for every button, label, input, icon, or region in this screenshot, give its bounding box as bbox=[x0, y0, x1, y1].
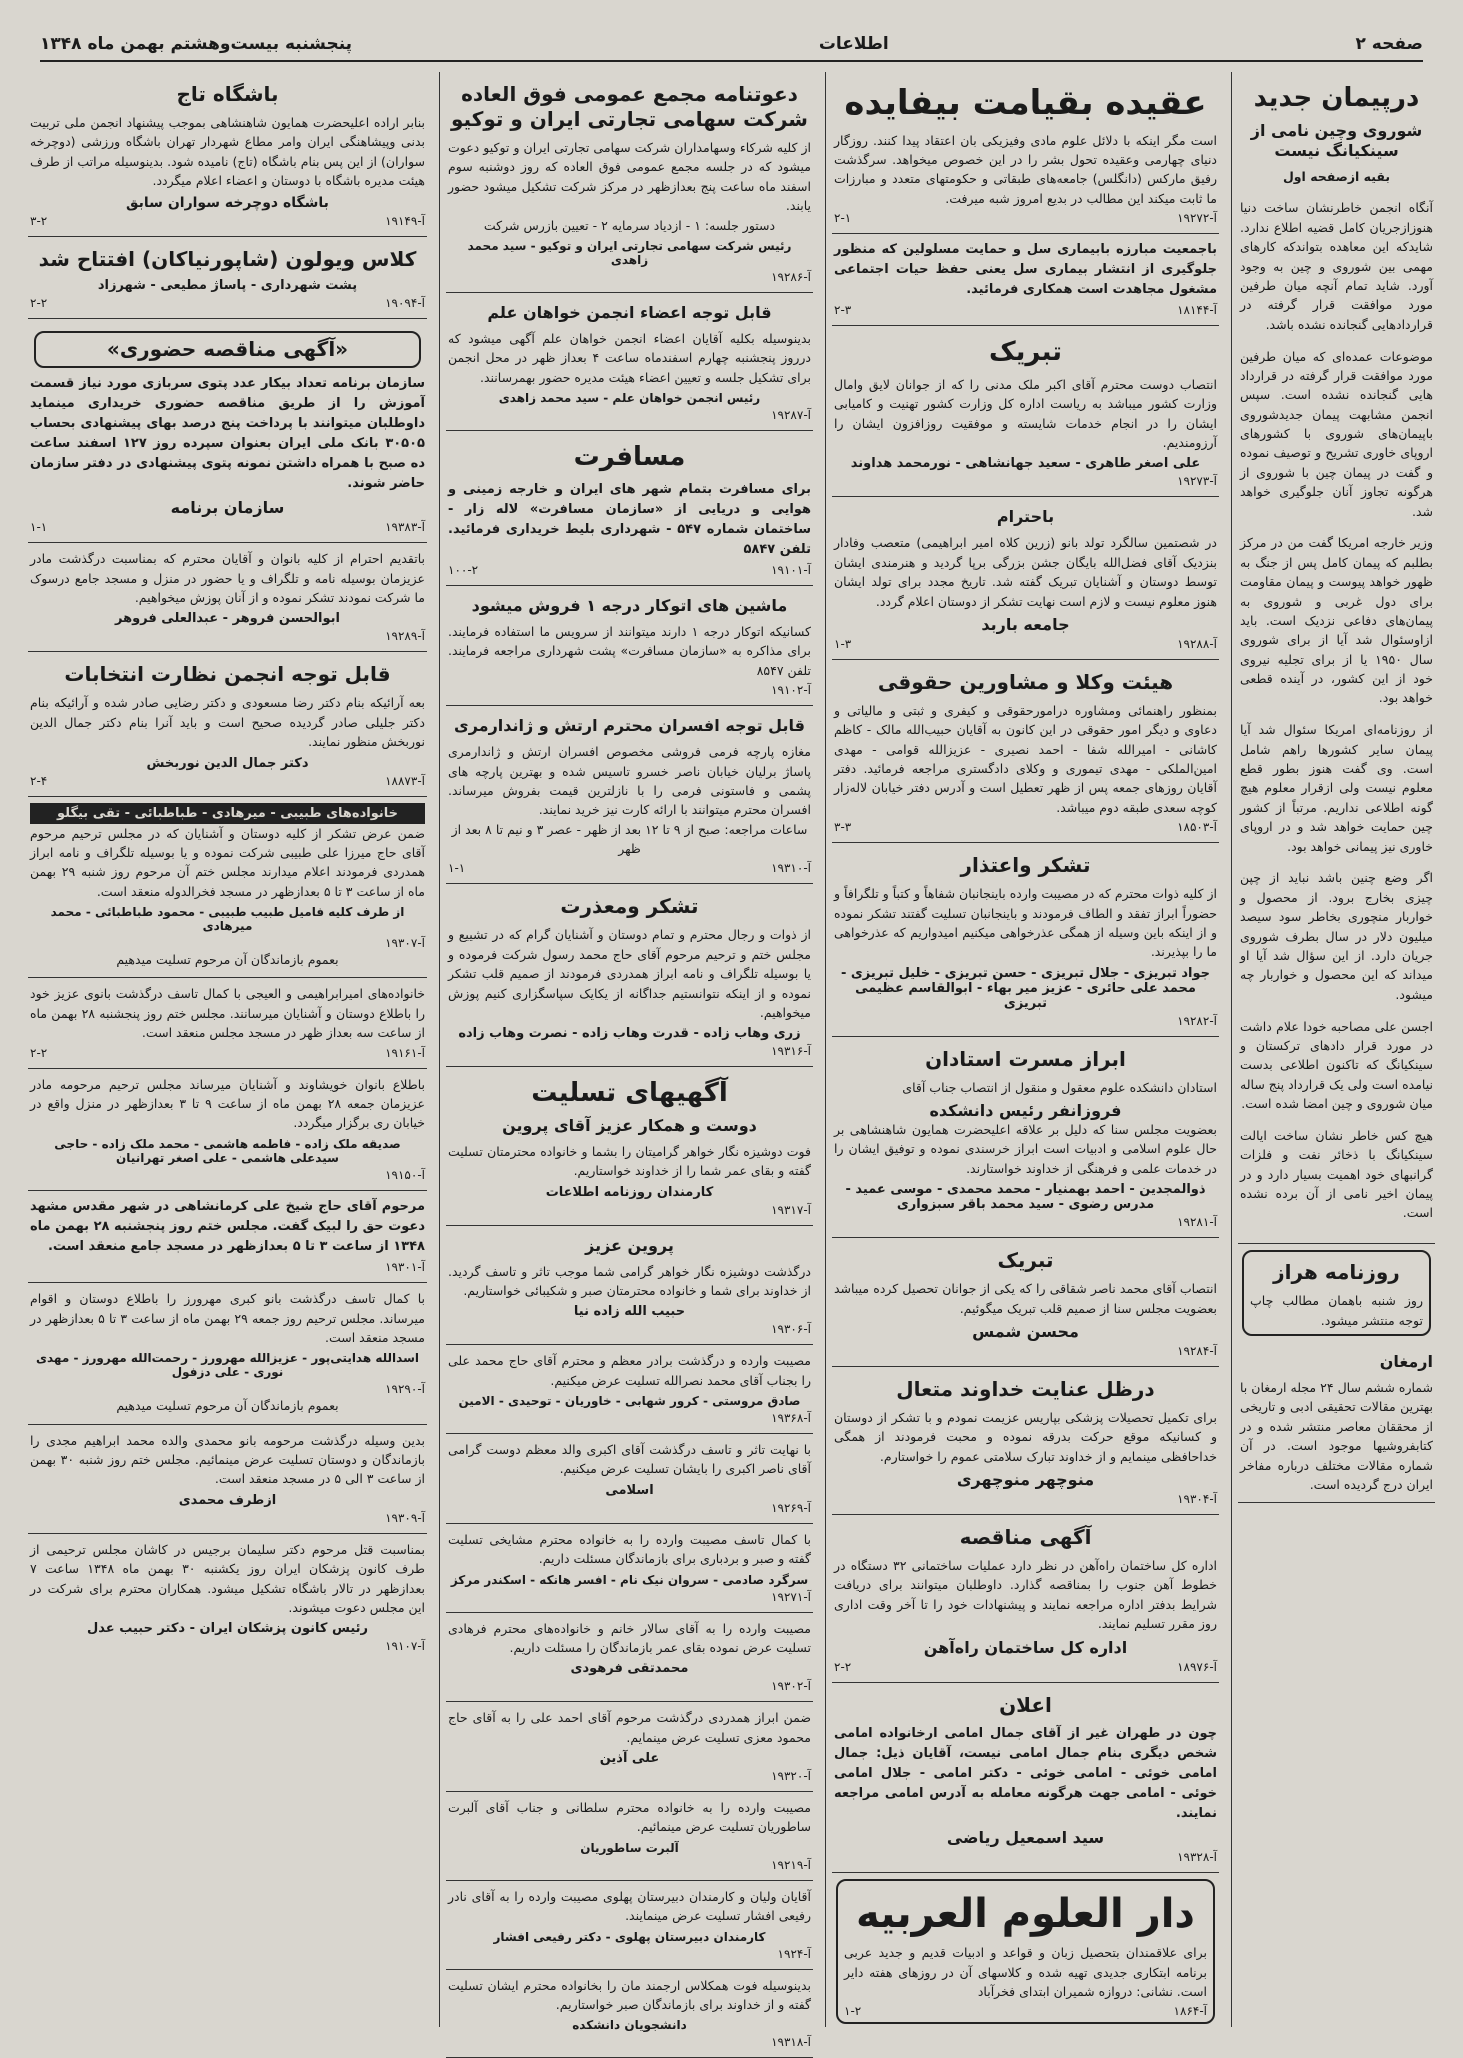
ad-body: بدینوسیله فوت همکلاس ارجمند مان را بخانواده محترم ایشان تسلیت گفته و از خداوند برای بازماندگان صبر خواستاریم. bbox=[448, 1977, 811, 2012]
ad-code: آ-۱۹۲۷۲ bbox=[1177, 211, 1217, 225]
ad-science-society bbox=[446, 293, 813, 431]
ad-code: آ-۱۹۲۱۹ bbox=[771, 1857, 811, 1872]
ad-code: آ-۱۹۲۸۱ bbox=[1177, 1215, 1217, 1230]
article-subtitle: شوروی وچین نامی از سینکیانگ نیست bbox=[1250, 120, 1423, 160]
ad-body: درگذشت دوشیزه نگار خواهر گرامی شما موجب تاثر و تاسف گردید. از خداوند برای شما و خانواده محترمتان صبر و شکیبائی خواستاریم. bbox=[448, 1263, 811, 1298]
ad-signature: دکتر جمال الدین نوربخش bbox=[146, 755, 309, 771]
ad-officers bbox=[446, 706, 813, 884]
ad-title: دعوتنامه مجمع عمومی فوق العاده شرکت سهامی تجارتی ایران و توکیو bbox=[451, 82, 808, 131]
ad-signature: ازطرف محمدی bbox=[178, 1492, 277, 1508]
ad-announcement bbox=[832, 1683, 1219, 1874]
ad-title: باحترام bbox=[996, 507, 1055, 527]
ad-buses bbox=[446, 586, 813, 706]
ad-code-row bbox=[448, 1044, 811, 1058]
ad-run: ۱-۱ bbox=[30, 520, 48, 535]
ad-memorial-tabibi bbox=[28, 797, 427, 979]
condolence-ad bbox=[446, 1226, 813, 1346]
ad-code-row bbox=[834, 1660, 1217, 1674]
condolence-ad bbox=[446, 1434, 813, 1524]
ad-body: سازمان برنامه تعداد بیکار عدد پتوی سربازی مورد نیاز قسمت آموزش را از طریق مناقصه حضوری خریداری مینماید داوطلبان میتوانند با پرداخت پنج درصد بهای پیشنهادی بحساب ۳۰۵۰۵ بانک ملی ایران بعنوان سپرده روز ۱۲۷ اسفند ساعت ده صبح با همراه داشتن نمونه پتوی پیشنهادی در دفتر سازمان حاضر شوند. bbox=[30, 375, 425, 492]
ad-body: باجمعیت مبارزه بابیماری سل و حمایت مسلولین که منظور جلوگیری از انتشار بیماری سل یعنی حفظ حیات اجتماعی مشغول مجاهدت است همکاری فرمائید. bbox=[834, 242, 1217, 298]
ad-code-row bbox=[448, 1411, 811, 1425]
ad-signature: کارمندان روزنامه اطلاعات bbox=[545, 1184, 714, 1200]
ad-signature: اسلامی bbox=[605, 1482, 654, 1498]
ad-signature: رئیس انجمن خواهان علم - سید محمد زاهدی bbox=[498, 391, 761, 405]
ad-code-row bbox=[30, 214, 425, 228]
ad-code-row bbox=[834, 637, 1217, 651]
ad-thanks-apology bbox=[832, 843, 1219, 1037]
ad-title: درظل عنایت خداوند متعال bbox=[896, 1376, 1155, 1401]
ad-violin-class bbox=[28, 237, 427, 319]
ad-code: آ-۱۹۳۱۰ bbox=[771, 861, 811, 876]
ad-signature: منوچهر منوچهری bbox=[956, 1470, 1095, 1490]
ad-body: بنابر اراده اعلیحضرت همایون شاهنشاهی بموجب پیشنهاد انجمن ملی تربیت بدنی وپیشاهنگی ایران وامر مطاع شهردار تهران باشگاه ورزشی (دوچرخه سواران) از این پس بنام باشگاه (تاج) نامیده شود. بدینوسیله مراتب از طرف هیئت مدیره باشگاه با دوستان و اعضاء اعلام میگردد. bbox=[30, 115, 425, 189]
ad-code: آ-۱۹۳۶۸ bbox=[771, 1411, 811, 1426]
ad-body: بدینوسیله بکلیه آقایان اعضاء انجمن خواهان علم آگهی میشود که درروز پنجشنبه چهارم اسفندماه ساعت ۴ بعداز ظهر در محل انجمن برای تشکیل جلسه و تعیین اعضاء هیئت مدیره حضور بهمرسانند. bbox=[448, 330, 812, 385]
ad-body: مصیبت وارده را به خانواده محترم سلطانی و جناب آقای آلبرت ساطوریان تسلیت عرض مینمائیم. bbox=[448, 1800, 811, 1835]
ad-code-row bbox=[834, 1492, 1217, 1506]
ad-body: از ذوات و رجال محترم و تمام دوستان و آشنایان گرام که در تشییع و مجلس ختم و ترحیم مرحوم آقای حاج محمد رسول شرکت فرموده و یا بوسیله تلگراف و نامه ابراز همدردی فرمودند از صمیم قلب تشکر نموده و از اینکه نتوانستیم جداگانه از یکایک سپاسگزاری کنیم پوزش میخواهیم. bbox=[448, 927, 811, 1020]
ad-taj-club bbox=[28, 72, 427, 237]
page-number: صفحه ۲ bbox=[1355, 34, 1423, 54]
ad-run: ۲-۲ bbox=[30, 295, 48, 310]
ad-code-row bbox=[448, 1858, 811, 1872]
ad-title: دار العلوم العربیه bbox=[856, 1891, 1195, 1938]
ad-code: آ-۱۸۹۷۶ bbox=[1177, 1659, 1217, 1674]
condolence-ad bbox=[446, 1970, 813, 2058]
ad-code-row bbox=[448, 563, 811, 577]
ad-code: آ-۱۸۱۴۴ bbox=[1177, 303, 1217, 318]
ad-signature: باشگاه دوچرخه سواران سابق bbox=[126, 194, 329, 211]
ad-lawyers bbox=[832, 660, 1219, 843]
ad-body: مغازه پارچه فرمی فروشی مخصوص افسران ارتش و ژاندارمری پاساژ برلیان خیابان ناصر خسرو تاسیس شده و بهترین پارچه های پشمی و فاستونی فرمی را با نازلترین قیمت بفروش میرساند. افسران محترم میتوانند با ارائه کارت نیز خرید نمایند. bbox=[448, 744, 811, 818]
ad-body: ضمن عرض تشکر از کلیه دوستان و آشنایان که در مجلس ترحیم مرحوم آقای حاج میرزا علی طبیبی شرکت نموده و یا بوسیله تلگراف و نامه ابراز همدردی فرمودند اعلام میدارند مجلس ختم آن مرحوم روز شنبه ۲۹ بهمن ماه از ساعت ۳ تا ۵ بعدازظهر در مسجد فخرالدوله منعقد است. bbox=[30, 825, 425, 899]
column-3 bbox=[439, 72, 819, 2050]
ad-signature: حبیب الله زاده نیا bbox=[573, 1304, 686, 1320]
ad-run: ۲-۲ bbox=[30, 1045, 48, 1060]
article-body: است مگر اینکه با دلائل علوم مادی وفیزیکی بان اعتقاد پیدا کنند. روزگار دنیای چهارمی وعقیده تحول بشر را در این خصوص میخواهد. سرگذشت رفیق مارکس (دانگلس) جامعه‌های طبقاتی و حکومتهای متعدد و مبارزات ما ثابت میکند این مطالب در بدیع امروز شبه میرفت. bbox=[834, 132, 1217, 206]
ad-title: روزنامه هراز bbox=[1273, 1260, 1400, 1285]
ad-title: ارمغان bbox=[1379, 1352, 1433, 1371]
ad-body: بعضویت مجلس سنا که دلیل بر علاقه اعلیحضرت همایون شاهنشاهی بر حال علوم اسلامی و ادبیات است ابراز خرسندی نموده و توفیق ایشان را در خدمات علمی و فرهنگی از خداوند خواستارند. bbox=[834, 1122, 1217, 1176]
ad-body: انتصاب دوست محترم آقای اکبر ملک مدنی را که از جوانان لایق وامال وزارت کشور میباشد به ریاست اداره کل وزارت کشور تهنیت و کامیابی ایشان را در انجام خدمات شایسته و موفقیت روزافزون ایشان را آرزومندیم. bbox=[834, 376, 1217, 451]
ad-run: ۲-۱ bbox=[834, 211, 852, 225]
ad-memorial-kermanshahi bbox=[28, 1191, 427, 1283]
ad-congrats-2 bbox=[832, 1238, 1219, 1367]
ad-code: آ-۱۹۳۲۸ bbox=[1177, 1850, 1217, 1865]
ad-code: آ-۱۹۱۰۱ bbox=[771, 563, 811, 578]
ad-code: آ-۱۹۲۷۱ bbox=[771, 1589, 811, 1604]
ad-run: ۱-۲ bbox=[844, 2004, 862, 2019]
ad-head: دوست و همکار عزیز آقای پروین bbox=[502, 1115, 757, 1135]
ad-code: آ-۱۹۳۸۳ bbox=[385, 520, 425, 535]
ad-code-row bbox=[30, 520, 425, 534]
ad-signature: سازمان برنامه bbox=[170, 498, 285, 518]
ad-code: آ-۱۹۱۶۱ bbox=[385, 1045, 425, 1060]
ad-title: ابراز مسرت استادان bbox=[925, 1046, 1126, 1071]
ad-code: آ-۱۹۳۰۷ bbox=[385, 936, 425, 951]
ad-highlight: فروزانفر رئیس دانشکده bbox=[929, 1101, 1122, 1121]
ad-signature: صدیقه ملک زاده - فاطمه هاشمی - محمد ملک زاده - حاجی سیدعلی هاشمی - علی اصغر تهرانیان bbox=[54, 1136, 401, 1165]
ad-hours: ساعات مراجعه: صبح از ۹ تا ۱۲ بعد از ظهر - عصر ۳ و نیم تا ۸ بعد از ظهر bbox=[451, 821, 808, 857]
condolence-ad bbox=[446, 1524, 813, 1613]
ad-title: «آگهی مناقصه حضوری» bbox=[34, 331, 421, 368]
ad-body: با کمال تاسف مصیبت وارده را به خانواده محترم مشایخی تسلیت گفته و صبر و بردباری برای بازماندگان مسئلت داریم. bbox=[448, 1531, 811, 1567]
ad-body: پشت شهرداری - پاساژ مطیعی - شهرزاد bbox=[97, 277, 358, 293]
ad-code-row bbox=[448, 1590, 811, 1604]
ad-signature: کارمندان دبیرستان پهلوی - دکتر رفیعی افشار bbox=[493, 1929, 766, 1944]
ad-code-row bbox=[834, 211, 1217, 225]
ad-code: آ-۱۹۲۸۷ bbox=[771, 408, 811, 422]
ad-title: هیئت وکلا و مشاورین حقوقی bbox=[877, 669, 1174, 694]
ad-congrats-1 bbox=[832, 326, 1219, 497]
ad-body: برای تکمیل تحصیلات پزشکی بپاریس عزیمت نمودم و با تشکر از دوستان و کسانیکه موقع حرکت بدرقه نموده و محبت فرمودند از همگی خداحافظی مینمایم و از خداوند تبارک سلامتی عموم را خواستارم. bbox=[834, 1409, 1217, 1464]
ad-body: خانواده‌های امیرابراهیمی و العیجی با کمال تاسف درگذشت بانوی عزیز خود را باطلاع دوستان و آشنایان میرسانند. مجلس ختم روز پنجشنبه ۲۸ بهمن ماه از ساعت سه بعداز ظهر در مسجد مجلس منعقد است. bbox=[30, 986, 426, 1041]
ad-signature: ذوالمجدین - احمد بهمنیار - محمد محمدی - موسی عمید - مدرس رضوی - سید محمد باقر سبزواری bbox=[845, 1182, 1206, 1213]
ad-title: تبریک bbox=[989, 337, 1062, 368]
ad-code: آ-۱۹۲۸۹ bbox=[385, 629, 425, 644]
ad-code-row bbox=[834, 303, 1217, 317]
condolence-section bbox=[446, 1067, 813, 1225]
ad-signature: علی آذین bbox=[599, 1751, 660, 1767]
ad-body: برای مسافرت بتمام شهر های ایران و خارجه زمینی و هوایی و دریایی از «سازمان مسافرت» لاله زار - ساختمان شماره ۵۴۷ - شهرداری بلیط خریداری فرمائید. تلفن ۵۸۴۷ bbox=[448, 481, 812, 557]
ad-signature: آلبرت ساطوریان bbox=[580, 1840, 679, 1855]
ad-title: باشگاه تاج bbox=[176, 82, 279, 106]
ad-tender-railway bbox=[832, 1515, 1219, 1683]
ad-title: آگهی مناقصه bbox=[959, 1525, 1092, 1550]
ad-code-row bbox=[448, 1769, 811, 1783]
condolence-ad bbox=[446, 1613, 813, 1703]
ad-code: آ-۱۹۳۰۹ bbox=[385, 1510, 425, 1525]
ad-code-row bbox=[30, 936, 425, 950]
ad-body: اداره کل ساختمان راه‌آهن در نظر دارد عملیات ساختمانی ۳۲ دستگاه در خطوط آهن جنوب را بمناقصه گذارد. داوطلبان میتوانند برای دریافت شرایط بدفتر اداره مراجعه نمایند و پیشنهادات خود را تا آخر وقت اداری روز مقرر تسلیم نمایند. bbox=[834, 1558, 1218, 1632]
ad-code-row bbox=[448, 270, 811, 284]
ad-run: ۲-۴ bbox=[30, 773, 48, 788]
ad-memorial-mohammadi bbox=[28, 1425, 427, 1534]
article-paragraph: آنگاه انجمن خاطرنشان ساخت دنیا هنوزازجریان کامل قضیه اطلاع ندارد. شایدکه این معاهده بتواندکه کارهای مهمی بین شوروی و چین به وجود آورد. شاید تمام آنچه میان طرفین مورد موافقت قرار گرفته در قراردادهایی گنجانده نشده باشد. bbox=[1240, 200, 1433, 332]
ad-code-row bbox=[448, 1947, 811, 1961]
ad-run: ۲-۲ bbox=[834, 1659, 852, 1674]
ad-body: مرحوم آقای حاج شیخ علی کرمانشاهی در شهر مقدس مشهد دعوت حق را لبیک گفت. مجلس ختم روز پنجشنبه ۲۸ بهمن ماه ۱۳۴۸ از ساعت ۳ تا ۵ بعدازظهر در مسجد جامع منعقد است. bbox=[30, 1198, 425, 1254]
ad-note: بعموم بازماندگان آن مرحوم تسلیت میدهیم bbox=[116, 952, 339, 968]
ad-body: کسانیکه اتوکار درجه ۱ دارند میتوانند از سرویس ما استفاده فرمایند. برای مذاکره به «سازمان مسافرت» پشت شهرداری مراجعه فرمایند. تلفن ۸۵۴۷ bbox=[448, 624, 811, 678]
condolence-ad bbox=[446, 1702, 813, 1792]
ad-memorial-amirebrahimi bbox=[28, 978, 427, 1068]
ad-code-row bbox=[30, 296, 425, 310]
ad-body: مصیبت وارده را به آقای سالار خانم و خانواده‌های محترم فرهادی تسلیت عرض نموده بقای عمر بازماندگان را مسئلت داریم. bbox=[448, 1620, 811, 1655]
article-paragraph: موضوعات عمده‌ای که میان طرفین مورد موافقت قرار گرفته در قرارداد هایی گنجانده نشده است. سپس انجمن مشابهت پیمان جدیدشوروی باپیمان‌های شوروی با کشورهای اروپای خاوری تشریح و توصیف نموده و گفت در پیمان چین با شوروی از هرگونه تجاوز آنان جلوگیری خواهد شد. bbox=[1240, 348, 1433, 519]
ad-body: بدین وسیله درگذشت مرحومه بانو محمدی والده محمد ابراهیم مجدی را بازماندگان و دوستان تسلیت عرض مینمائیم. مجلس ختم روز شنبه ۳۰ بهمن از ساعت ۳ الی ۵ در مسجد منعقد است. bbox=[30, 1432, 425, 1487]
ad-agenda: دستور جلسه: ۱ - ازدیاد سرمایه ۲ - تعیین بازرس شرکت bbox=[483, 217, 776, 233]
article-paragraph: اگر وضع چنین باشد نباید از چپن چیزی بخارج برود. از محصول و خواربار منچوری بخاطر سود سیصد میلیون دلار در سال بطرف شوروی جریان دارد. از این سؤال شد آیا او میداند که این محصول و خواربار چه میشود. bbox=[1240, 870, 1433, 1002]
ad-title: قابل توجه انجمن نظارت انتخابات bbox=[64, 662, 391, 687]
ad-head: پروین عزیز bbox=[585, 1235, 674, 1255]
ad-thanks-vahab bbox=[446, 884, 813, 1067]
ad-code: آ-۱۹۱۰۲ bbox=[771, 683, 811, 698]
ad-code: آ-۱۸۵۰۳ bbox=[1177, 820, 1217, 835]
page-header bbox=[40, 28, 1423, 62]
ad-code-row bbox=[448, 683, 811, 697]
ad-code-row bbox=[844, 2004, 1207, 2018]
ad-code-row bbox=[30, 1168, 425, 1182]
ad-code: آ-۱۹۱۴۹ bbox=[385, 213, 425, 228]
ad-run: ۲-۳ bbox=[834, 303, 852, 318]
column-2 bbox=[825, 72, 1225, 2027]
ad-title: مسافرت bbox=[573, 442, 686, 472]
ad-code: آ-۱۹۳۱۷ bbox=[771, 1202, 811, 1217]
black-banner: خانواده‌های طبیبی - میرهادی - طباطبائی - تقی بیگلو bbox=[30, 803, 425, 824]
ad-body: استادان دانشکده علوم معقول و منقول از انتصاب جناب آقای bbox=[902, 1079, 1217, 1095]
article-resurrection bbox=[832, 72, 1219, 234]
ad-code-row bbox=[30, 1260, 425, 1274]
ad-memorial-malekzadeh bbox=[28, 1069, 427, 1191]
ad-code-row bbox=[834, 1344, 1217, 1358]
ad-armaghan bbox=[1238, 1342, 1435, 1503]
ad-code-row bbox=[834, 820, 1217, 834]
condolence-ad bbox=[446, 1345, 813, 1434]
ad-body: با نهایت تاثر و تاسف درگذشت آقای اکبری والد معظم دوست گرامی آقای ناصر اکبری را بایشان تسلیت عرض میکنیم. bbox=[448, 1442, 811, 1477]
ad-body: بمنظور راهنمائی ومشاوره درامورحقوقی و کیفری و ثبتی و مالیاتی و دعاوی و دیگر امور حقوقی در این کانون به آقایان حبیب‌الله مالک - کاظم کاشانی - امیرالله شفا - احمد نصیری - عزیزالله قوامی - مهدی امین‌الملکی - مهدی تیموری و وکلای دادگستری مراجعه فرمائید. دفتر آقایان روزهای جمعه پس از ظهر تعطیل است و آدرس دفتر خیابان لاله‌زار کوچه سعدی طبقه دوم میباشد. bbox=[834, 702, 1217, 815]
ad-title: تشکر واعتذار bbox=[960, 853, 1091, 878]
ad-code: آ-۱۹۲۸۴ bbox=[1177, 1343, 1217, 1358]
ad-code: آ-۱۹۳۰۶ bbox=[771, 1322, 811, 1337]
ad-run: ۳-۲ bbox=[30, 213, 48, 228]
condolence-ad bbox=[446, 1881, 813, 1970]
ad-respect bbox=[832, 497, 1219, 660]
ad-code: آ-۱۹۳۰۲ bbox=[771, 1679, 811, 1694]
ad-run: ۱-۳ bbox=[834, 636, 852, 651]
ad-election bbox=[28, 652, 427, 796]
ad-code-row bbox=[448, 1203, 811, 1217]
ad-body: باتقدیم احترام از کلیه بانوان و آقایان محترم که بمناسبت درگذشت مادر عزیزمان بوسیله نامه و تلگراف و یا حضور در منزل و مسجد جامع درسوک ما شرکت نمودند تشکر نموده و از آنان پوزش میخواهیم. bbox=[30, 551, 425, 606]
ad-signature: علی اصغر طاهری - سعید جهانشاهی - نورمحمد هداوند bbox=[850, 456, 1201, 472]
column-1 bbox=[1231, 72, 1441, 2027]
ad-code: آ-۱۸۸۷۳ bbox=[385, 773, 425, 788]
ad-body: در شصتمین سالگرد تولد بانو (زرین کلاه امیر ابراهیمی) متعصب وفادار بنزدیک آقای فضل‌الله بایگان جشن بزرگی برپا گردید و هنرمندی ایشان توسط دوستان و آشنایان تبریک گفته شد. تاریخ مجدد برای تولد ایشان هنوز معلوم نیست و لازم است نهایت تشکر از دوستان اعلام گردد. bbox=[834, 535, 1217, 609]
ad-signature: جواد تبریزی - جلال تبریزی - حسن تبریزی - خلیل تبریزی - محمد علی حائری - عزیز میر بهاء - ابوالقاسم عظیمی تبریزی bbox=[840, 965, 1211, 1011]
ad-body: فوت دوشیزه نگار خواهر گرامیتان را بشما و خانواده محترمتان تسلیت گفته و بقای عمر شما را از خداوند خواستاریم. bbox=[448, 1143, 811, 1179]
ad-run: ۱-۱ bbox=[448, 861, 466, 876]
issue-date: پنجشنبه بیست‌وهشتم بهمن ماه ۱۳۴۸ bbox=[40, 34, 353, 54]
ad-body: انتصاب آقای محمد ناصر شقاقی را که یکی از جوانان تحصیل کرده میباشد بعضویت مجلس سنا از صمیم قلب تبریک میگوئیم. bbox=[834, 1281, 1217, 1316]
ad-newspaper-haraz bbox=[1242, 1250, 1431, 1336]
ad-code: آ-۱۹۲۴ bbox=[777, 1946, 811, 1961]
ad-code: آ-۱۹۲۷۳ bbox=[1177, 474, 1217, 489]
ad-run: ۳-۳ bbox=[834, 820, 852, 835]
ad-code-row bbox=[30, 1382, 425, 1396]
ad-body: روز شنبه باهمان مطالب چاپ توجه منتشر میشود. bbox=[1250, 1293, 1423, 1328]
ad-title: ماشین های اتوکار درجه ۱ فروش میشود bbox=[471, 596, 788, 616]
ad-signature: سرگرد صادمی - سروان نیک نام - افسر هانکه - اسکندر مرکز bbox=[450, 1572, 809, 1587]
article-title: درپیمان جدید bbox=[1253, 83, 1420, 113]
ad-code-row bbox=[834, 1014, 1217, 1028]
ad-code: آ-۱۹۳۰۱ bbox=[385, 1260, 425, 1275]
ad-body: برای علاقمندان بتحصیل زبان و قواعد و ادبیات قدیم و جدید عربی برنامه ابتکاری جدیدی تهیه شده و کلاسهای آن در روزهای هفته دایر است. نشانی: دروازه شمیران ابتدای فخرآباد bbox=[844, 1945, 1207, 1999]
ad-code: آ-۱۹۳۱۶ bbox=[771, 1044, 811, 1059]
ad-signature: از طرف کلیه فامیل طبیب طبیبی - محمود طباطبائی - محمد میرهادی bbox=[50, 905, 405, 934]
ad-farewell bbox=[832, 1367, 1219, 1515]
ad-body: ضمن ابراز همدردی درگذشت مرحوم آقای احمد علی را به آقای حاج محمود معزی تسلیت عرض مینمایم. bbox=[448, 1710, 811, 1745]
ad-title: کلاس ویولون (شاپورنیاکان) افتتاح شد bbox=[38, 246, 417, 271]
ad-signature: زری وهاب زاده - قدرت وهاب زاده - نصرت وهاب زاده bbox=[458, 1026, 801, 1042]
ad-code-row bbox=[30, 774, 425, 788]
ad-code: آ-۱۹۳۱۸ bbox=[771, 2035, 811, 2050]
ad-code: آ-۱۹۲۶۹ bbox=[771, 1500, 811, 1515]
ad-code-row bbox=[30, 1046, 425, 1060]
ad-title: قابل توجه اعضاء انجمن خواهان علم bbox=[487, 302, 772, 322]
continuation-note: بقیه ازصفحه اول bbox=[1282, 168, 1391, 184]
ad-signature: جامعه باربد bbox=[981, 614, 1070, 634]
ad-code: آ-۱۹۲۹۰ bbox=[385, 1382, 425, 1397]
ad-code: آ-۱۹۳۲۰ bbox=[771, 1769, 811, 1784]
ad-code: آ-۱۹۰۹۴ bbox=[385, 295, 425, 310]
ad-signature: رئیس شرکت سهامی تجارتی ایران و توکیو - سید محمد زاهدی bbox=[467, 238, 792, 267]
ad-note: بعموم بازماندگان آن مرحوم تسلیت میدهیم bbox=[116, 1398, 339, 1414]
ad-code-row bbox=[834, 1215, 1217, 1229]
ad-code-row bbox=[30, 1511, 425, 1525]
ad-professors bbox=[832, 1037, 1219, 1239]
ad-code: آ-۱۸۶۴ bbox=[1173, 2004, 1207, 2019]
ad-title: تبریک bbox=[997, 1248, 1054, 1273]
ad-tender-blankets bbox=[28, 319, 427, 544]
article-paragraph: اجسن علی مصاحبه خودا علام داشت در مورد قرار دادهای ترکستان و سینکیانگ که تاکنون اطلاعی بدست نیامده است ولی یک قرارداد پنج ساله میان شوروی و چین امضا شده است. bbox=[1240, 1018, 1433, 1111]
ad-code-row bbox=[448, 1322, 811, 1336]
ad-body: از کلیه شرکاء وسهامداران شرکت سهامی تجارتی ایران و توکیو دعوت میشود که در جلسه مجمع عمومی فوق العاده که روز دوشنبه سوم اسفند ماه ساعت پنج بعدازظهر در مرکز شرکت تشکیل میشود حضور یابند. bbox=[448, 140, 811, 214]
section-title: آگهیهای تسلیت bbox=[531, 1078, 728, 1109]
ad-signature: دانشجویان دانشکده bbox=[572, 2018, 687, 2033]
ad-body: از کلیه ذوات محترم که در مصیبت وارده باینجانبان شفاهاً و کتباً و تلگرافاً و حضوراً ابراز تفقد و الطاف فرمودند و باینجانبان تسلیت گفتند تشکر نموده و از اینکه باین وسیله از همگی عذرخواهی میکنیم امیدواریم که عذرخواهی ما را بپذیرند. bbox=[834, 886, 1217, 960]
ad-code: آ-۱۹۳۰۴ bbox=[1177, 1492, 1217, 1507]
ad-code: آ-۱۹۱۵۰ bbox=[385, 1167, 425, 1182]
ad-signature: اداره کل ساختمان راه‌آهن bbox=[923, 1637, 1128, 1657]
ad-body: آقایان ولیان و کارمندان دبیرستان پهلوی مصیبت وارده را به آقای نادر رفیعی افشار تسلیت عرض مینمایند. bbox=[448, 1888, 811, 1924]
ad-title: اعلان bbox=[999, 1692, 1052, 1717]
ad-signature: ابوالحسن فروهر - عبدالعلی فروهر bbox=[114, 611, 340, 627]
ad-title: قابل توجه افسران محترم ارتش و ژاندارمری bbox=[454, 716, 805, 736]
ad-tb-society bbox=[832, 234, 1219, 326]
paper-name: اطلاعات bbox=[818, 34, 889, 54]
ad-code-row bbox=[30, 1639, 425, 1653]
ad-signature: سید اسمعیل ریاضی bbox=[946, 1828, 1105, 1848]
ad-memorial-mehrvarz bbox=[28, 1283, 427, 1425]
ad-memorial-doctors bbox=[28, 1534, 427, 1662]
ad-code: آ-۱۹۲۸۶ bbox=[771, 269, 811, 284]
ad-signature: اسدالله هدایتی‌پور - عزیزالله مهرورز - رحمت‌الله مهرورز - مهدی نوری - علی دزفول bbox=[35, 1351, 420, 1380]
condolence-ad bbox=[446, 1792, 813, 1881]
ad-title: تشکر ومعذرت bbox=[560, 894, 699, 919]
ad-thanks-foruhar bbox=[28, 543, 427, 652]
ad-body: بمناسبت قتل مرحوم دکتر سلیمان برجیس در کاشان مجلس ترحیمی از طرف کانون پزشکان ایران روز یکشنبه ۳۰ بهمن ماه ۱۳۴۸ ساعت ۷ بعدازظهر در تالار باشگاه تشکیل میشود. همکاران محترم برای شرکت در این مجلس دعوت میشوند. bbox=[30, 1541, 425, 1615]
ad-signature: رئیس کانون پزشکان ایران - دکتر حبیب عدل bbox=[87, 1621, 368, 1637]
ad-code: آ-۱۹۲۸۲ bbox=[1177, 1013, 1217, 1028]
ad-travel bbox=[446, 431, 813, 586]
ad-signature: محسن شمس bbox=[972, 1321, 1079, 1341]
ad-signature: صادق مروستی - کرور شهابی - خاوریان - توحیدی - الامین bbox=[458, 1394, 801, 1409]
ad-body: چون در طهران غیر از آقای جمال امامی ارخانواده امامی شخص دیگری بنام جمال امامی نیست، آقایان ذیل: جمال امامی خوئی - امامی خوئی - دکتر امامی - جلال امامی خوئی - امامی جهت هرگونه معامله به آدرس امامی مراجعه نمایند. bbox=[834, 1725, 1217, 1822]
ad-arabic-school bbox=[836, 1879, 1215, 2024]
ad-code-row bbox=[448, 408, 811, 422]
ad-body: مصیبت وارده و درگذشت برادر معظم و محترم آقای حاج محمد علی را بجناب آقای محمد نصرالله تسلیت عرض میکنیم. bbox=[448, 1353, 811, 1388]
ad-code-row bbox=[834, 474, 1217, 488]
article-paragraph: وزیر خارجه امریکا گفت من در مرکز بطلبم که پیمان کامل پس از جنگ به ظهور خواهد پیوست و پیمان مقاومت برای دول غربی و شوروی به پیمان‌های دفاعی نزدیک است. باید ازاوسئوال شد آیا از برای شوروی سال ۱۹۵۰ یا از برای تجلیه نیروی خود از این کشور، در آینده قطعی خواهد بود. bbox=[1240, 535, 1433, 706]
ad-body: باطلاع بانوان خویشاوند و آشنایان میرساند مجلس ترحیم مرحومه مادر عزیزمان جمعه ۲۸ بهمن ماه از ساعت ۹ تا ۳ بعدازظهر در منزل واقع در خیابان ری برگزار میگردد. bbox=[30, 1076, 425, 1131]
article-treaty bbox=[1238, 72, 1435, 1244]
ad-run: ۱۰۰-۲ bbox=[448, 563, 479, 578]
article-paragraph: هیچ کس خاطر نشان ساخت ایالت سینکیانگ با ذخائر نفت و فلزات گرانبهای خود اهمیت بسیار دارد و در پیمان اخیر نامی از آن برده نشده است. bbox=[1240, 1127, 1433, 1221]
ad-code-row bbox=[448, 1679, 811, 1693]
ad-code-row bbox=[448, 1501, 811, 1515]
column-4 bbox=[22, 72, 433, 2027]
article-title: عقیده بقیامت بیفایده bbox=[844, 83, 1207, 123]
ad-code-row bbox=[834, 1850, 1217, 1864]
ad-general-meeting bbox=[446, 72, 813, 293]
ad-body: شماره ششم سال ۲۴ مجله ارمغان با بهترین مقالات تحقیقی ادبی و تاریخی از محققان معاصر منتشر شده و در کتابفروشیها موجود است. در آن شماره مقالات مختلف درباره مفاخر ایران درج گردیده است. bbox=[1240, 1380, 1433, 1492]
article-paragraph: از روزنامه‌ای امریکا سئوال شد آیا پیمان سایر کشورها راهم شامل است. وی گفت هنوز بطور قطع معلوم نیست ولی ازقرار معلوم هیچ گونه اطلاعی نداریم. مرتباً از کشور چین حمایت خواهد شد و در اروپای خاوری نیز پیمانی خواهد بود. bbox=[1240, 722, 1433, 854]
ad-code-row bbox=[448, 2035, 811, 2049]
ad-body: با کمال تاسف درگذشت بانو کبری مهرورز را باطلاع دوستان و اقوام میرساند. مجلس ترحیم روز جمعه ۲۹ بهمن ماه از ساعت ۳ تا ۵ بعدازظهر در مسجد منعقد است. bbox=[30, 1291, 425, 1345]
ad-code: آ-۱۹۱۰۷ bbox=[385, 1639, 425, 1654]
ad-body: بعه آرائیکه بنام دکتر رضا مسعودی و دکتر رضایی صادر شده و آرائیکه بنام دکتر جلیلی صادر گردیده صحیح است و باید آنرا بنام دکتر جمال الدین نوربخش منظور نمایند. bbox=[30, 695, 425, 750]
ad-code-row bbox=[30, 629, 425, 643]
ad-signature: محمدتقی فرهودی bbox=[570, 1661, 689, 1677]
ad-code-row bbox=[448, 861, 811, 875]
ad-code: آ-۱۹۲۸۸ bbox=[1177, 636, 1217, 651]
